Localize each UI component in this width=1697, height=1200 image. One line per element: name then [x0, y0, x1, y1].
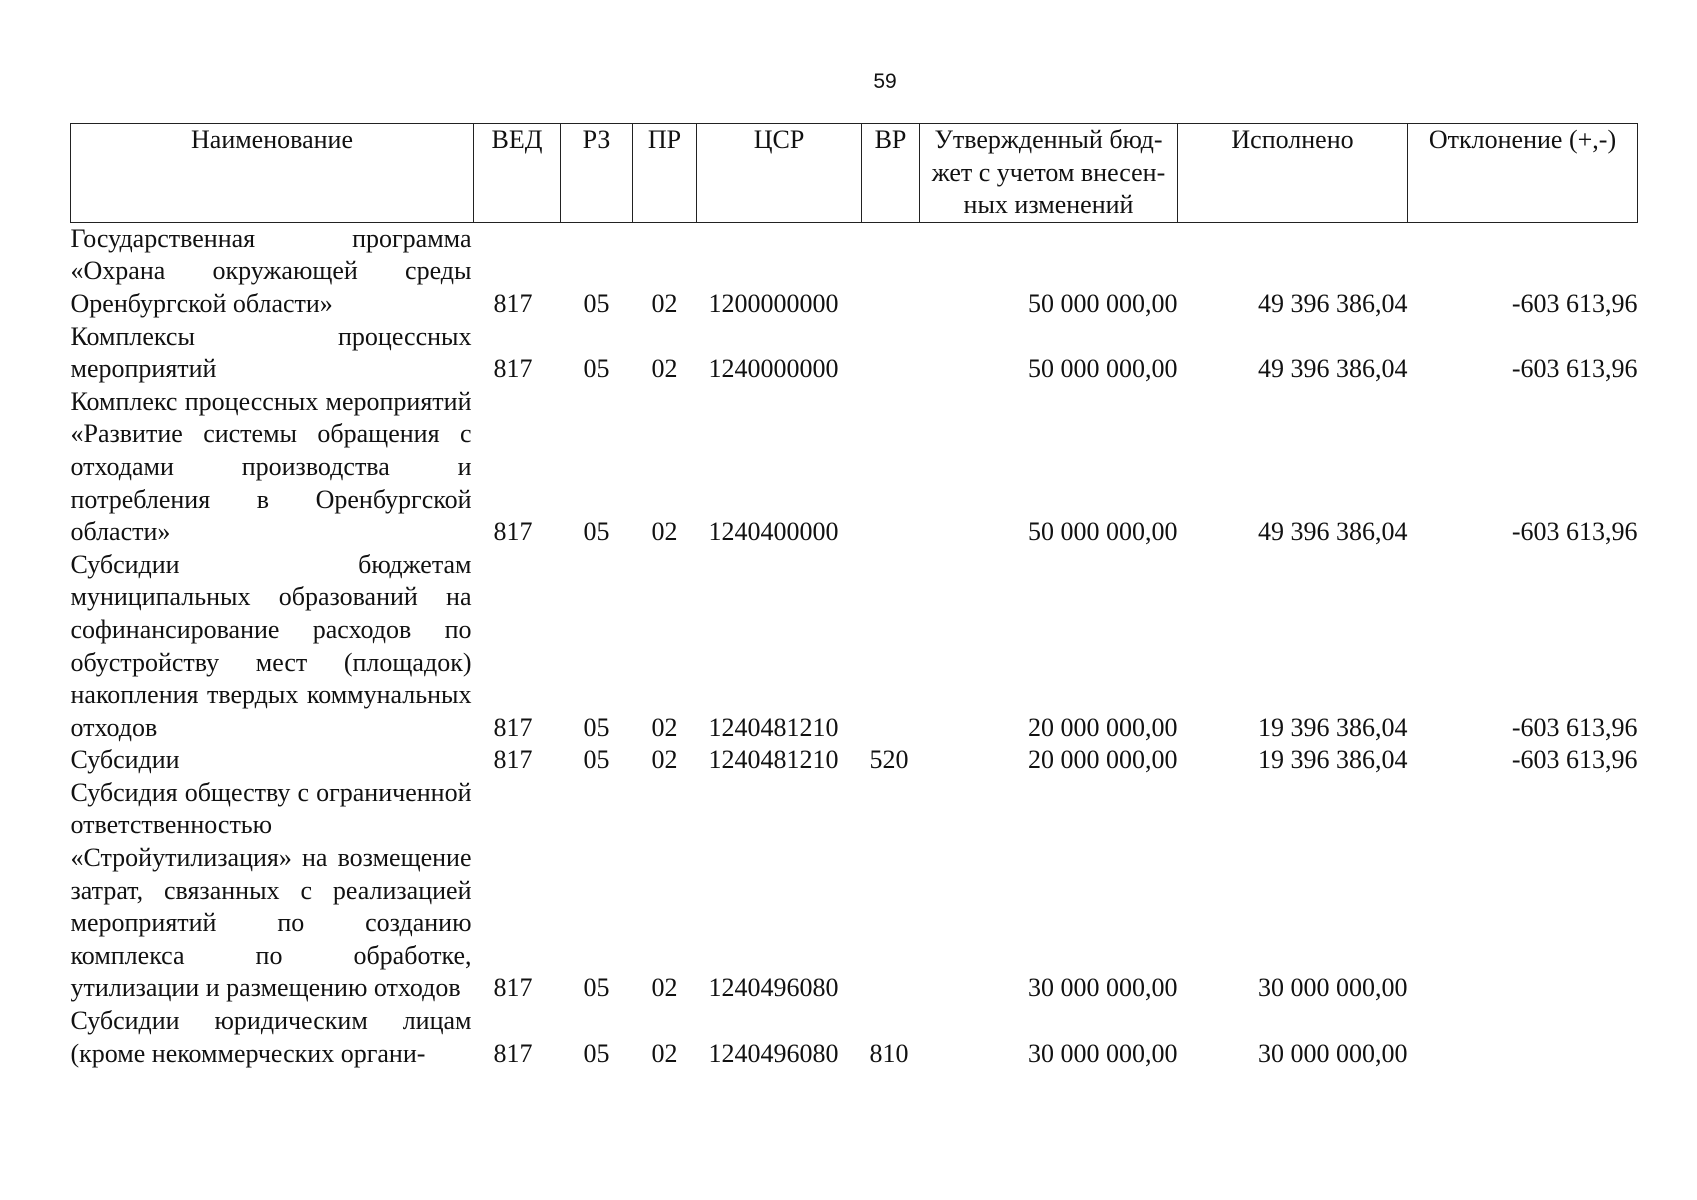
header-rz: РЗ: [561, 124, 633, 223]
row-rz: 05: [583, 745, 610, 775]
header-csr: ЦСР: [697, 124, 862, 223]
row-deviation: -603 613,96: [1511, 354, 1638, 384]
row-pr: 02: [651, 354, 678, 384]
row-vr: [862, 386, 920, 549]
table-row: [71, 222, 1638, 320]
table-body: [71, 222, 1638, 1070]
header-approved-budget: Утвержденный бюд-жет с учетом внесен-ных изменений: [920, 124, 1178, 223]
row-pr: 02: [651, 1038, 678, 1068]
row-vr: [862, 549, 920, 745]
row-rz: 05: [583, 973, 610, 1003]
row-deviation: -603 613,96: [1511, 517, 1638, 547]
row-pr: 02: [651, 288, 678, 318]
row-ved: 817: [493, 712, 533, 742]
row-executed: 19 396 386,04: [1258, 712, 1408, 742]
row-csr: 1240481210: [708, 712, 839, 742]
row-name: Субсидии: [70, 745, 180, 775]
row-csr: 1240481210: [708, 745, 839, 775]
row-ved: 817: [493, 517, 533, 547]
budget-execution-table: [70, 123, 1638, 1070]
row-deviation: -603 613,96: [1511, 712, 1638, 742]
row-ved: 817: [493, 354, 533, 384]
header-vr: ВР: [862, 124, 920, 223]
row-deviation: [1408, 777, 1638, 1005]
row-pr: 02: [651, 517, 678, 547]
row-approved: 20 000 000,00: [1028, 712, 1178, 742]
row-executed: 49 396 386,04: [1258, 354, 1408, 384]
table-row: [71, 386, 1638, 549]
header-ved: ВЕД: [474, 124, 561, 223]
row-ved: 817: [493, 745, 533, 775]
row-name: Комплексы процессных мероприятий: [70, 321, 472, 384]
table-row: [71, 321, 1638, 386]
row-name: Комплекс процессных мероприятий «Развитие системы обращения с отходами производства и потребления в Оренбургской области»: [70, 386, 472, 547]
row-vr: 810: [869, 1038, 909, 1068]
row-rz: 05: [583, 712, 610, 742]
row-pr: 02: [651, 973, 678, 1003]
row-approved: 50 000 000,00: [1028, 288, 1178, 318]
row-name: Субсидии бюджетам муниципальных образований на софинансирование расходов по обустройству мест (площадок) накопления твердых коммунальных отходов: [70, 549, 472, 742]
row-approved: 20 000 000,00: [1028, 745, 1178, 775]
row-ved: 817: [493, 1038, 533, 1068]
header-deviation: Отклонение (+,-): [1408, 124, 1638, 223]
table-row: [71, 549, 1638, 745]
row-ved: 817: [493, 973, 533, 1003]
row-approved: 50 000 000,00: [1028, 354, 1178, 384]
row-vr: 520: [869, 745, 909, 775]
row-name: Субсидия обществу с ограниченной ответственностью «Стройутилизация» на возмещение затрат, связанных с реализацией мероприятий по созданию комплекса по обработке, утилизации и размещению отходов: [70, 777, 472, 1003]
row-rz: 05: [583, 1038, 610, 1068]
row-ved: 817: [493, 288, 533, 318]
row-pr: 02: [651, 712, 678, 742]
table-row: [71, 1005, 1638, 1070]
table-row: [71, 744, 1638, 777]
row-deviation: -603 613,96: [1511, 288, 1638, 318]
row-csr: 1240496080: [708, 973, 839, 1003]
header-pr: ПР: [633, 124, 697, 223]
table-header: [71, 124, 1638, 223]
row-vr: [862, 777, 920, 1005]
row-approved: 50 000 000,00: [1028, 517, 1178, 547]
row-pr: 02: [651, 745, 678, 775]
row-approved: 30 000 000,00: [1028, 973, 1178, 1003]
row-executed: 30 000 000,00: [1258, 1038, 1408, 1068]
row-approved: 30 000 000,00: [1028, 1038, 1178, 1068]
row-deviation: -603 613,96: [1511, 745, 1638, 775]
row-vr: [862, 222, 920, 320]
row-rz: 05: [583, 517, 610, 547]
row-csr: 1200000000: [708, 288, 839, 318]
row-csr: 1240496080: [708, 1038, 839, 1068]
row-executed: 49 396 386,04: [1258, 288, 1408, 318]
row-csr: 1240400000: [708, 517, 839, 547]
row-vr: [862, 321, 920, 386]
page-number: 59: [873, 70, 897, 93]
row-name: Государственная программа «Охрана окружающей среды Оренбургской области»: [70, 223, 472, 318]
table-row: [71, 777, 1638, 1005]
row-rz: 05: [583, 288, 610, 318]
row-deviation: [1408, 1005, 1638, 1070]
header-name: Наименование: [71, 124, 474, 223]
row-executed: 19 396 386,04: [1258, 745, 1408, 775]
header-executed: Исполнено: [1178, 124, 1408, 223]
row-csr: 1240000000: [708, 354, 839, 384]
row-executed: 30 000 000,00: [1258, 973, 1408, 1003]
row-name: Субсидии юридическим лицам (кроме некоммерческих органи-: [70, 1006, 472, 1068]
row-executed: 49 396 386,04: [1258, 517, 1408, 547]
row-rz: 05: [583, 354, 610, 384]
